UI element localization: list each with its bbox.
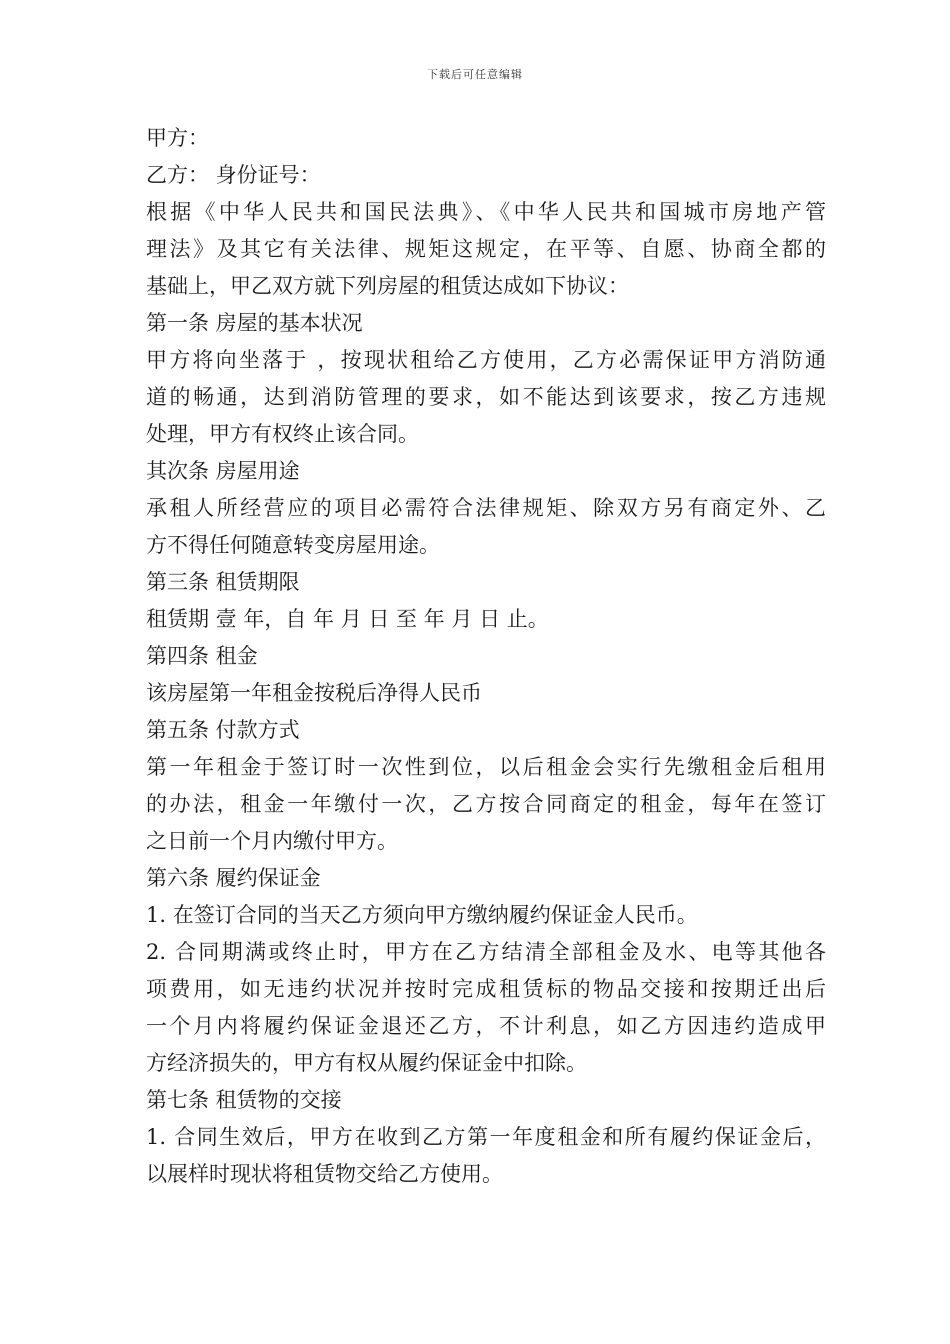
text-line: 乙方： 身份证号： xyxy=(146,163,321,187)
text-line: 租赁期 壹 年，自 年 月 日 至 年 月 日 止。 xyxy=(146,607,549,631)
text-line: 1. 在签订合同的当天乙方须向甲方缴纳履约保证金人民币。 xyxy=(146,903,698,927)
text-line: 之日前一个月内缴付甲方。 xyxy=(146,829,398,853)
text-line: 方经济损失的，甲方有权从履约保证金中扣除。 xyxy=(146,1051,587,1075)
text-line: 承租人所经营应的项目必需符合法律规矩、除双方另有商定外、乙 xyxy=(146,496,826,520)
section-heading: 第六条 履约保证金 xyxy=(146,866,321,890)
text-line: 以展样时现状将租赁物交给乙方使用。 xyxy=(146,1162,503,1186)
text-line: 理法》及其它有关法律、规矩这规定，在平等、自愿、协商全都的 xyxy=(146,237,826,261)
page-header-note: 下载后可任意编辑 xyxy=(427,68,523,81)
text-line: 甲方将向坐落于 ，按现状租给乙方使用，乙方必需保证甲方消防通 xyxy=(146,348,826,372)
section-heading: 第七条 租赁物的交接 xyxy=(146,1088,342,1112)
text-line: 一个月内将履约保证金退还乙方，不计利息，如乙方因违约造成甲 xyxy=(146,1014,826,1038)
section-heading: 第五条 付款方式 xyxy=(146,718,300,742)
text-line: 第一年租金于签订时一次性到位，以后租金会实行先缴租金后租用 xyxy=(146,755,826,779)
text-line: 基础上，甲乙双方就下列房屋的租赁达成如下协议： xyxy=(146,274,629,298)
text-line: 方不得任何随意转变房屋用途。 xyxy=(146,533,440,557)
text-line: 根据《中华人民共和国民法典》、《中华人民共和国城市房地产管 xyxy=(146,200,826,224)
section-heading: 其次条 房屋用途 xyxy=(146,459,300,483)
section-heading: 第四条 租金 xyxy=(146,644,258,668)
section-heading: 第三条 租赁期限 xyxy=(146,570,300,594)
text-line: 该房屋第一年租金按税后净得人民币 xyxy=(146,681,482,705)
text-line: 2. 合同期满或终止时，甲方在乙方结清全部租金及水、电等其他各 xyxy=(146,940,826,964)
document-body xyxy=(146,120,826,1193)
text-line: 项费用，如无违约状况并按时完成租赁标的物品交接和按期迁出后 xyxy=(146,977,826,1001)
text-line: 道的畅通，达到消防管理的要求，如不能达到该要求，按乙方违规 xyxy=(146,385,826,409)
text-line: 甲方： xyxy=(146,126,209,150)
section-heading: 第一条 房屋的基本状况 xyxy=(146,311,363,335)
text-line: 的办法，租金一年缴付一次，乙方按合同商定的租金，每年在签订 xyxy=(146,792,826,816)
text-line: 处理，甲方有权终止该合同。 xyxy=(146,422,419,446)
text-line: 1. 合同生效后，甲方在收到乙方第一年度租金和所有履约保证金后， xyxy=(146,1125,826,1149)
